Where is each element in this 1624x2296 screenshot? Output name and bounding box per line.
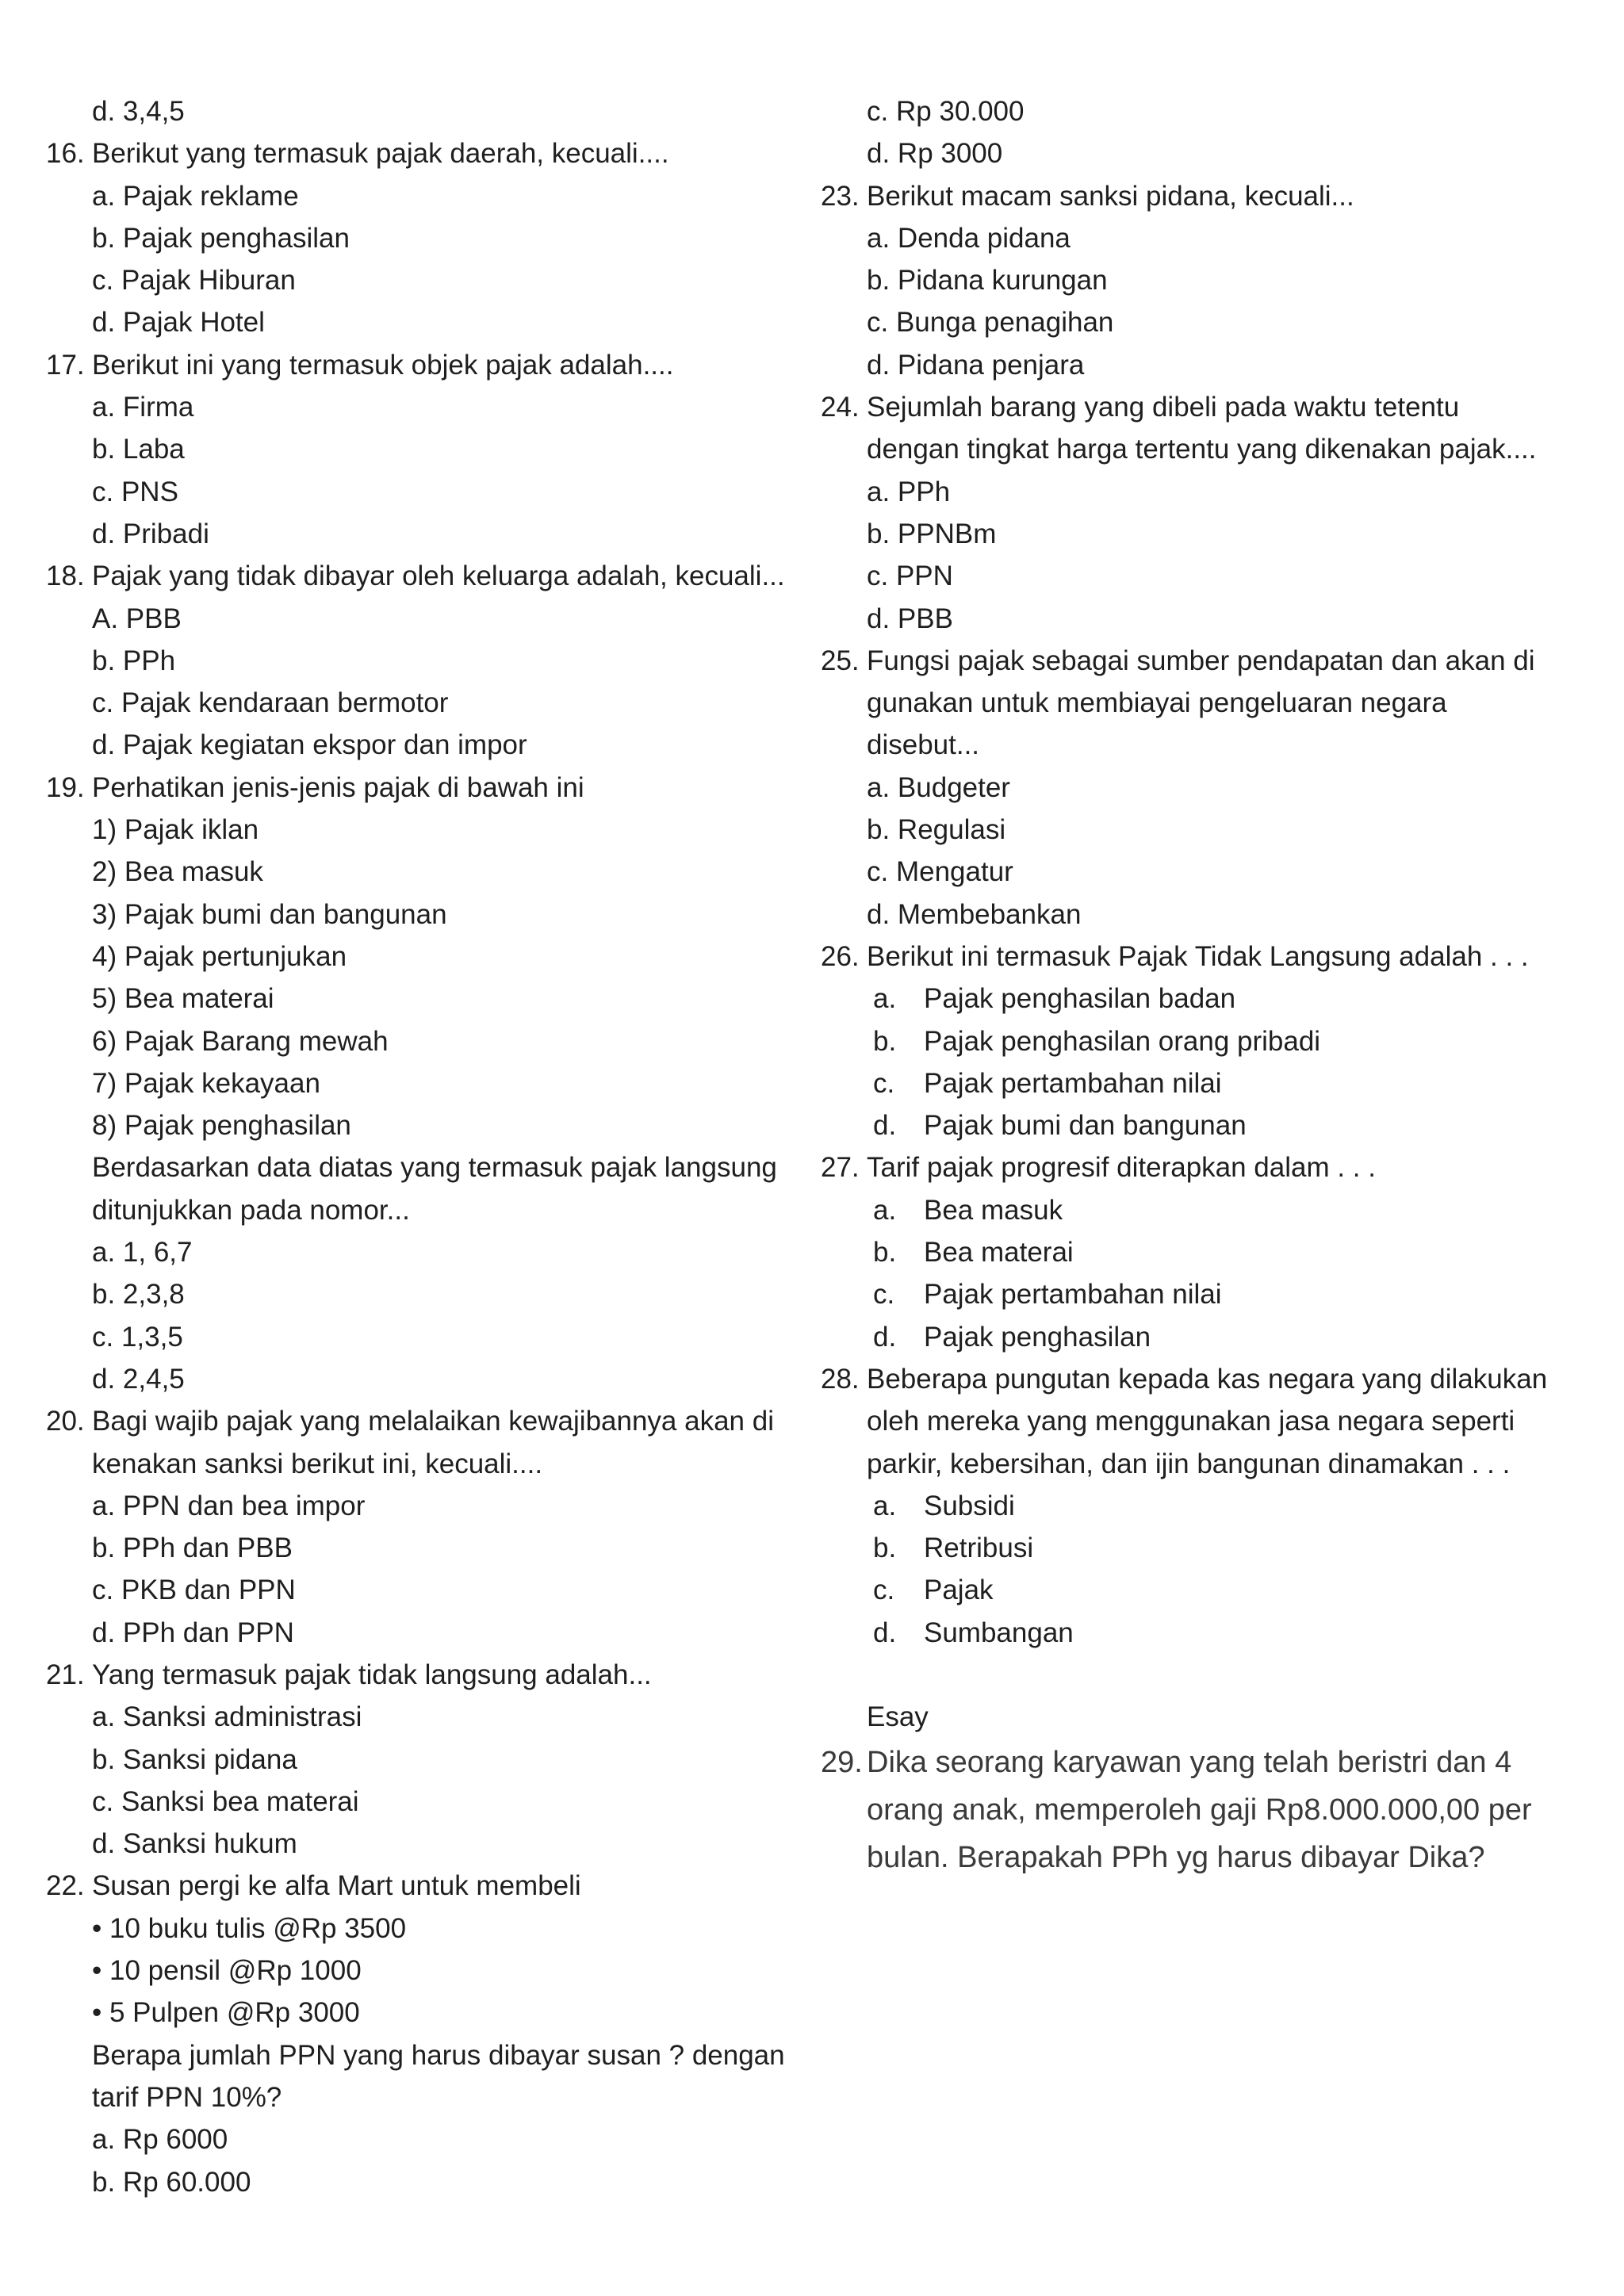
text-line	[46, 1273, 791, 1315]
text-line	[821, 598, 1582, 640]
text-line	[46, 1823, 791, 1865]
text-line	[46, 471, 791, 513]
question-number: 17.	[46, 349, 85, 381]
option-text: 2) Bea masuk	[92, 856, 263, 888]
option-text: d. PPh dan PPN	[92, 1617, 294, 1648]
option-text: b. Regulasi	[867, 814, 1006, 846]
question-text: Tarif pajak progresif diterapkan dalam . . .	[867, 1152, 1376, 1184]
option-text: a. Pajak reklame	[92, 180, 299, 212]
question-line	[821, 386, 1582, 428]
option-text: c. Bunga penagihan	[867, 307, 1114, 339]
option-text: Subsidi	[924, 1490, 1015, 1521]
option-text: d. Pajak Hotel	[92, 307, 265, 339]
text-line	[821, 978, 1582, 1020]
text-line	[821, 471, 1582, 513]
option-text: kenakan sanksi berikut ini, kecuali....	[92, 1448, 543, 1479]
text-line	[821, 1273, 1582, 1315]
text-line	[46, 724, 791, 766]
question-line	[821, 1358, 1582, 1400]
option-text: • 10 pensil @Rp 1000	[92, 1955, 362, 1987]
text-line	[821, 90, 1582, 132]
option-text: b. Laba	[92, 434, 185, 465]
question-text: Berikut ini yang termasuk objek pajak adalah....	[92, 349, 674, 381]
option-text: b. Pajak penghasilan	[92, 222, 350, 254]
option-text: b. PPh dan PBB	[92, 1533, 293, 1564]
option-letter: a.	[873, 1490, 897, 1521]
option-text: d. 2,4,5	[92, 1363, 185, 1395]
option-text: tarif PPN 10%?	[92, 2081, 282, 2113]
text-line	[46, 259, 791, 301]
option-text: b. PPh	[92, 645, 176, 676]
text-line	[821, 1612, 1582, 1654]
option-text: disebut...	[867, 729, 980, 761]
text-line	[46, 1189, 791, 1231]
question-line	[46, 132, 791, 174]
option-text: d. 3,4,5	[92, 96, 185, 127]
text-line	[46, 1696, 791, 1738]
text-line	[46, 1950, 791, 1992]
option-text: a. 1, 6,7	[92, 1237, 193, 1269]
question-number: 23.	[821, 180, 860, 212]
option-text: d. Pajak kegiatan ekspor dan impor	[92, 729, 527, 761]
text-line	[46, 1739, 791, 1781]
question-number: 28.	[821, 1363, 860, 1395]
text-line	[46, 1358, 791, 1400]
option-text: c. Pajak Hiburan	[92, 265, 296, 297]
option-text: d. Membebankan	[867, 898, 1082, 930]
question-text: Berikut yang termasuk pajak daerah, kecuali....	[92, 138, 669, 170]
text-line	[46, 1443, 791, 1485]
text-line	[46, 1231, 791, 1273]
blank-line	[821, 1654, 1582, 1696]
text-line	[821, 513, 1582, 555]
question-number: 29.	[821, 1745, 863, 1779]
option-text: Bea masuk	[924, 1194, 1063, 1226]
option-text: parkir, kebersihan, dan ijin bangunan dinamakan . . .	[867, 1448, 1511, 1479]
option-text: c. Mengatur	[867, 856, 1013, 888]
essay-question-line	[821, 1834, 1582, 1881]
option-text: a. PPh	[867, 476, 951, 507]
question-text: Fungsi pajak sebagai sumber pendapatan dan akan di	[867, 645, 1535, 676]
text-line	[46, 1146, 791, 1188]
option-text: Pajak penghasilan badan	[924, 983, 1236, 1015]
text-line	[46, 936, 791, 978]
text-line	[46, 978, 791, 1020]
text-line	[821, 1316, 1582, 1358]
option-text: c. Rp 30.000	[867, 96, 1025, 127]
option-text: b. Rp 60.000	[92, 2166, 251, 2198]
option-text: 4) Pajak pertunjukan	[92, 940, 347, 972]
text-line	[821, 1527, 1582, 1569]
option-text: Pajak pertambahan nilai	[924, 1279, 1222, 1311]
question-number: 24.	[821, 392, 860, 423]
option-text: 1) Pajak iklan	[92, 814, 259, 846]
text-line	[821, 217, 1582, 259]
option-text: Berapa jumlah PPN yang harus dibayar susan ? dengan	[92, 2039, 785, 2071]
option-text: b. PPNBm	[867, 518, 997, 549]
text-line	[821, 301, 1582, 343]
text-line	[46, 1316, 791, 1358]
text-line	[46, 598, 791, 640]
text-line	[821, 428, 1582, 470]
option-text: 6) Pajak Barang mewah	[92, 1025, 389, 1057]
option-text: Pajak bumi dan bangunan	[924, 1110, 1247, 1142]
option-text: Sumbangan	[924, 1617, 1074, 1648]
question-line	[46, 1865, 791, 1907]
option-text: Pajak	[924, 1575, 994, 1606]
text-line	[46, 851, 791, 893]
question-text: Yang termasuk pajak tidak langsung adalah...	[92, 1659, 652, 1690]
question-number: 20.	[46, 1406, 85, 1437]
question-line	[46, 344, 791, 386]
option-text: gunakan untuk membiayai pengeluaran negara	[867, 687, 1447, 719]
option-text: a. Firma	[92, 392, 194, 423]
option-letter: a.	[873, 1194, 897, 1226]
text-line	[46, 1569, 791, 1611]
essay-question-text: Dika seorang karyawan yang telah beristri dan 4	[867, 1745, 1512, 1779]
option-letter: c.	[873, 1575, 895, 1606]
option-text: a. Sanksi administrasi	[92, 1701, 362, 1733]
text-line	[821, 1104, 1582, 1146]
question-number: 26.	[821, 940, 860, 972]
essay-heading: Esay	[867, 1701, 929, 1733]
question-text: Bagi wajib pajak yang melalaikan kewajibannya akan di	[92, 1406, 774, 1437]
text-line	[46, 894, 791, 936]
option-letter: c.	[873, 1067, 895, 1099]
option-text: Pajak penghasilan orang pribadi	[924, 1025, 1321, 1057]
question-line	[821, 1146, 1582, 1188]
essay-question-text: orang anak, memperoleh gaji Rp8.000.000,00 per	[867, 1793, 1532, 1827]
option-text: oleh mereka yang menggunakan jasa negara seperti	[867, 1406, 1515, 1437]
option-text: b. Pidana kurungan	[867, 265, 1108, 297]
text-line	[46, 2118, 791, 2160]
option-text: Pajak penghasilan	[924, 1321, 1151, 1353]
text-line	[46, 175, 791, 217]
text-line	[821, 1231, 1582, 1273]
option-letter: b.	[873, 1533, 897, 1564]
text-line	[46, 1020, 791, 1062]
question-number: 22.	[46, 1870, 85, 1902]
text-line	[46, 90, 791, 132]
text-line	[821, 555, 1582, 597]
option-text: b. 2,3,8	[92, 1279, 185, 1311]
question-number: 18.	[46, 561, 85, 592]
question-text: Susan pergi ke alfa Mart untuk membeli	[92, 1870, 581, 1902]
text-line	[46, 1781, 791, 1823]
option-text: 5) Bea materai	[92, 983, 274, 1015]
text-line	[821, 894, 1582, 936]
text-line	[46, 301, 791, 343]
text-line	[821, 1443, 1582, 1485]
question-line	[46, 1654, 791, 1696]
question-line	[46, 1400, 791, 1442]
question-text: Perhatikan jenis-jenis pajak di bawah ini	[92, 771, 584, 803]
text-line	[821, 767, 1582, 809]
question-line	[46, 555, 791, 597]
left-column	[46, 90, 791, 2203]
question-text: Pajak yang tidak dibayar oleh keluarga adalah, kecuali...	[92, 561, 785, 592]
option-text: c. PNS	[92, 476, 178, 507]
option-text: a. Denda pidana	[867, 222, 1071, 254]
text-line	[46, 1527, 791, 1569]
question-text: Beberapa pungutan kepada kas negara yang dilakukan	[867, 1363, 1548, 1395]
text-line	[821, 809, 1582, 851]
question-number: 19.	[46, 771, 85, 803]
question-line	[821, 640, 1582, 682]
option-text: Bea materai	[924, 1237, 1074, 1269]
text-line	[46, 1908, 791, 1950]
option-text: a. Rp 6000	[92, 2124, 228, 2156]
question-line	[821, 936, 1582, 978]
text-line	[46, 428, 791, 470]
question-number: 25.	[821, 645, 860, 676]
option-text: • 10 buku tulis @Rp 3500	[92, 1912, 407, 1944]
text-line	[821, 682, 1582, 724]
text-line	[46, 2076, 791, 2118]
option-text: Pajak pertambahan nilai	[924, 1067, 1222, 1099]
option-letter: d.	[873, 1110, 897, 1142]
option-text: ditunjukkan pada nomor...	[92, 1194, 410, 1226]
text-line	[821, 344, 1582, 386]
text-line	[46, 1104, 791, 1146]
option-text: Retribusi	[924, 1533, 1034, 1564]
text-line	[46, 640, 791, 682]
text-line	[821, 1020, 1582, 1062]
option-letter: d.	[873, 1617, 897, 1648]
option-text: d. Pidana penjara	[867, 349, 1085, 381]
question-text: Berikut macam sanksi pidana, kecuali...	[867, 180, 1354, 212]
option-text: 8) Pajak penghasilan	[92, 1110, 351, 1142]
question-text: Berikut ini termasuk Pajak Tidak Langsung adalah . . .	[867, 940, 1529, 972]
option-text: c. Pajak kendaraan bermotor	[92, 687, 449, 719]
right-column	[821, 90, 1582, 1881]
option-letter: c.	[873, 1279, 895, 1311]
option-text: d. PBB	[867, 603, 953, 634]
question-text: Sejumlah barang yang dibeli pada waktu tetentu	[867, 392, 1460, 423]
text-line	[46, 1062, 791, 1104]
text-line	[821, 724, 1582, 766]
option-letter: b.	[873, 1237, 897, 1269]
essay-question-line	[821, 1786, 1582, 1834]
essay-heading-line	[821, 1696, 1582, 1738]
text-line	[46, 2034, 791, 2076]
text-line	[46, 1612, 791, 1654]
option-text: d. Sanksi hukum	[92, 1828, 297, 1860]
text-line	[46, 2161, 791, 2203]
text-line	[46, 682, 791, 724]
option-text: d. Rp 3000	[867, 138, 1003, 170]
question-line	[46, 767, 791, 809]
option-text: a. PPN dan bea impor	[92, 1490, 366, 1521]
option-letter: b.	[873, 1025, 897, 1057]
option-text: c. Sanksi bea materai	[92, 1785, 359, 1817]
option-text: d. Pribadi	[92, 518, 209, 549]
essay-question-text: bulan. Berapakah PPh yg harus dibayar Dika?	[867, 1840, 1485, 1874]
text-line	[821, 1569, 1582, 1611]
option-text: 7) Pajak kekayaan	[92, 1067, 320, 1099]
text-line	[46, 1992, 791, 2034]
text-line	[821, 132, 1582, 174]
text-line	[46, 217, 791, 259]
text-line	[821, 851, 1582, 893]
question-line	[821, 175, 1582, 217]
option-text: c. 1,3,5	[92, 1321, 183, 1353]
text-line	[821, 259, 1582, 301]
option-text: c. PPN	[867, 561, 953, 592]
option-letter: a.	[873, 983, 897, 1015]
option-text: A. PBB	[92, 603, 182, 634]
question-number: 21.	[46, 1659, 85, 1690]
text-line	[46, 386, 791, 428]
option-letter: d.	[873, 1321, 897, 1353]
option-text: 3) Pajak bumi dan bangunan	[92, 898, 447, 930]
option-text: c. PKB dan PPN	[92, 1575, 296, 1606]
text-line	[46, 513, 791, 555]
question-number: 27.	[821, 1152, 860, 1184]
essay-question-line	[821, 1739, 1582, 1786]
text-line	[821, 1400, 1582, 1442]
option-text: dengan tingkat harga tertentu yang dikenakan pajak....	[867, 434, 1537, 465]
option-text: b. Sanksi pidana	[92, 1743, 297, 1775]
text-line	[46, 1485, 791, 1527]
text-line	[821, 1485, 1582, 1527]
option-text: Berdasarkan data diatas yang termasuk pajak langsung	[92, 1152, 777, 1184]
option-text: a. Budgeter	[867, 771, 1010, 803]
question-number: 16.	[46, 138, 85, 170]
option-text: • 5 Pulpen @Rp 3000	[92, 1997, 360, 2029]
text-line	[46, 809, 791, 851]
text-line	[821, 1189, 1582, 1231]
text-line	[821, 1062, 1582, 1104]
